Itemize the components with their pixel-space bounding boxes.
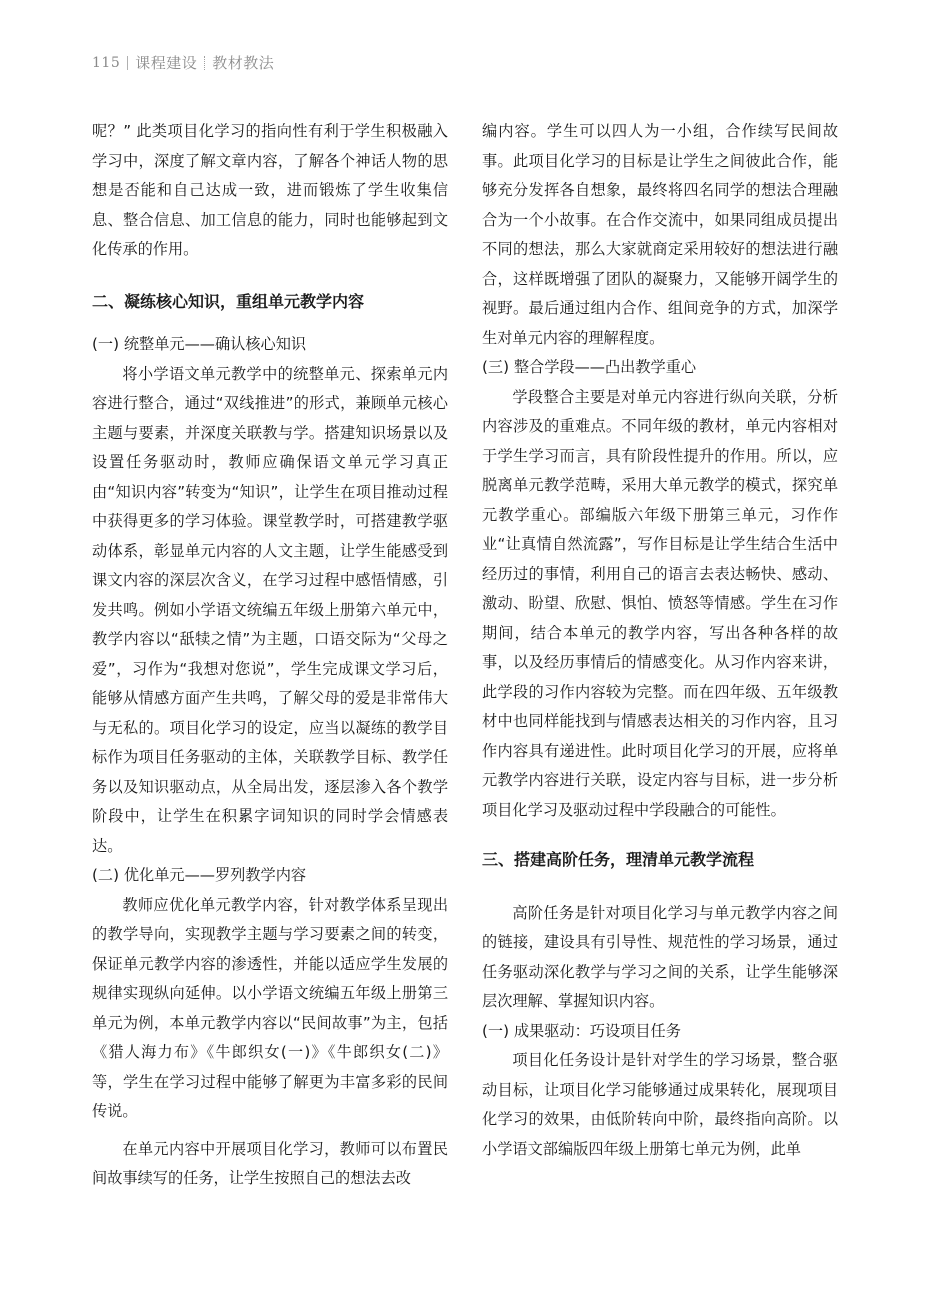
paragraph: 教师应优化单元教学内容，针对教学体系呈现出的教学导向，实现教学主题与学习要素之间的转变，保证单元教学内容的渗透性，并能以适应学生发展的规律实现纵向延伸。以小学语文统编五年级上册第三单元为例，本单元教学内容以“民间故事”为主，包括《猎人海力布》《牛郎织女(一)》《牛郎织女(二)》等，学生在学习过程中能够了解更为丰富多彩的民间传说。 <box>92 895 448 1120</box>
header-divider-dotted <box>204 56 205 70</box>
header-divider <box>127 56 128 70</box>
paragraph: 学段整合主要是对单元内容进行纵向关联，分析内容涉及的重难点。不同年级的教材，单元内容相对于学生学习而言，具有阶段性提升的作用。所以，应脱离单元教学范畴，采用大单元教学的模式，探究单元教学重心。部编版六年级下册第三单元，习作作业“让真情自然流露”，写作目标是让学生结合生活中经历过的事情，利用自己的语言去表达畅快、感动、激动、盼望、欣慰、惧怕、愤怒等情感。学生在习作期间，结合本单元的教学内容，写出各种各样的故事，以及经历事情后的情感变化。从习作内容来讲，此学段的习作内容较为完整。而在四年级、五年级教材中也同样能找到与情感表达相关的习作内容，且习作内容具有递进性。此时项目化学习的开展，应将单元教学内容进行关联，设定内容与目标，进一步分析项目化学习及驱动过程中学段融合的可能性。 <box>482 387 838 819</box>
subsection-heading: (一) 成果驱动：巧设项目任务 <box>482 1021 681 1040</box>
paragraph: 将小学语文单元教学中的统整单元、探索单元内容进行整合，通过“双线推进”的形式，兼顾单元核心主题与要素，并深度关联教与学。搭建知识场景以及设置任务驱动时，教师应确保语文单元学习真正由“知识内容”转变为“知识”，让学生在项目推动过程中获得更多的学习体验。课堂教学时，可搭建教学驱动体系，彰显单元内容的人文主题，让学生能感受到课文内容的深层次含义，在学习过程中感悟情感，引发共鸣。例如小学语文统编五年级上册第六单元中，教学内容以“舐犊之情”为主题，口语交际为“父母之爱”，习作为“我想对您说”，学生完成课文学习后，能够从情感方面产生共鸣，了解父母的爱是非常伟大与无私的。项目化学习的设定，应当以凝练的教学目标作为项目任务驱动的主体，关联教学目标、教学任务以及知识驱动点，从全局出发，逐层渗入各个教学阶段中，让学生在积累字词知识的同时学会情感表达。 <box>92 364 448 855</box>
running-header <box>92 52 274 73</box>
section-heading: 三、搭建高阶任务，理清单元教学流程 <box>482 850 755 869</box>
paragraph: 高阶任务是针对项目化学习与单元教学内容之间的链接，建设具有引导性、规范性的学习场景，通过任务驱动深化教学与学习之间的关系，让学生能够深层次理解、掌握知识内容。 <box>482 903 838 1010</box>
paragraph: 呢？” 此类项目化学习的指向性有利于学生积极融入学习中，深度了解文章内容，了解各个神话人物的思想是否能和自己达成一致，进而锻炼了学生收集信息、整合信息、加工信息的能力，同时也能够起到文化传承的作用。 <box>92 122 448 258</box>
right-column <box>482 117 838 1164</box>
subsection-heading: (二) 优化单元——罗列教学内容 <box>92 866 307 884</box>
header-section: 课程建设 <box>135 54 198 72</box>
header-subsection: 教材教法 <box>212 54 275 72</box>
paragraph: 项目化任务设计是针对学生的学习场景，整合驱动目标，让项目化学习能够通过成果转化，展现项目化学习的效果，由低阶转向中阶，最终指向高阶。以小学语文部编版四年级上册第七单元为例，此单 <box>482 1051 838 1158</box>
page-number: 115 <box>92 54 121 71</box>
section-heading: 二、凝练核心知识，重组单元教学内容 <box>92 291 365 311</box>
paragraph: 编内容。学生可以四人为一小组，合作续写民间故事。此项目化学习的目标是让学生之间彼此合作，能够充分发挥各自想象，最终将四名同学的想法合理融合为一个小故事。在合作交流中，如果同组成员提出不同的想法，那么大家就商定采用较好的想法进行融合，这样既增强了团队的凝聚力，又能够开阔学生的视野。最后通过组内合作、组间竞争的方式，加深学生对单元内容的理解程度。 <box>482 122 838 347</box>
paragraph: 在单元内容中开展项目化学习，教师可以布置民间故事续写的任务，让学生按照自己的想法去改 <box>92 1139 448 1187</box>
left-column <box>92 117 448 1194</box>
subsection-heading: (三) 整合学段——凸出教学重心 <box>482 358 697 376</box>
subsection-heading: (一) 统整单元——确认核心知识 <box>92 335 307 353</box>
